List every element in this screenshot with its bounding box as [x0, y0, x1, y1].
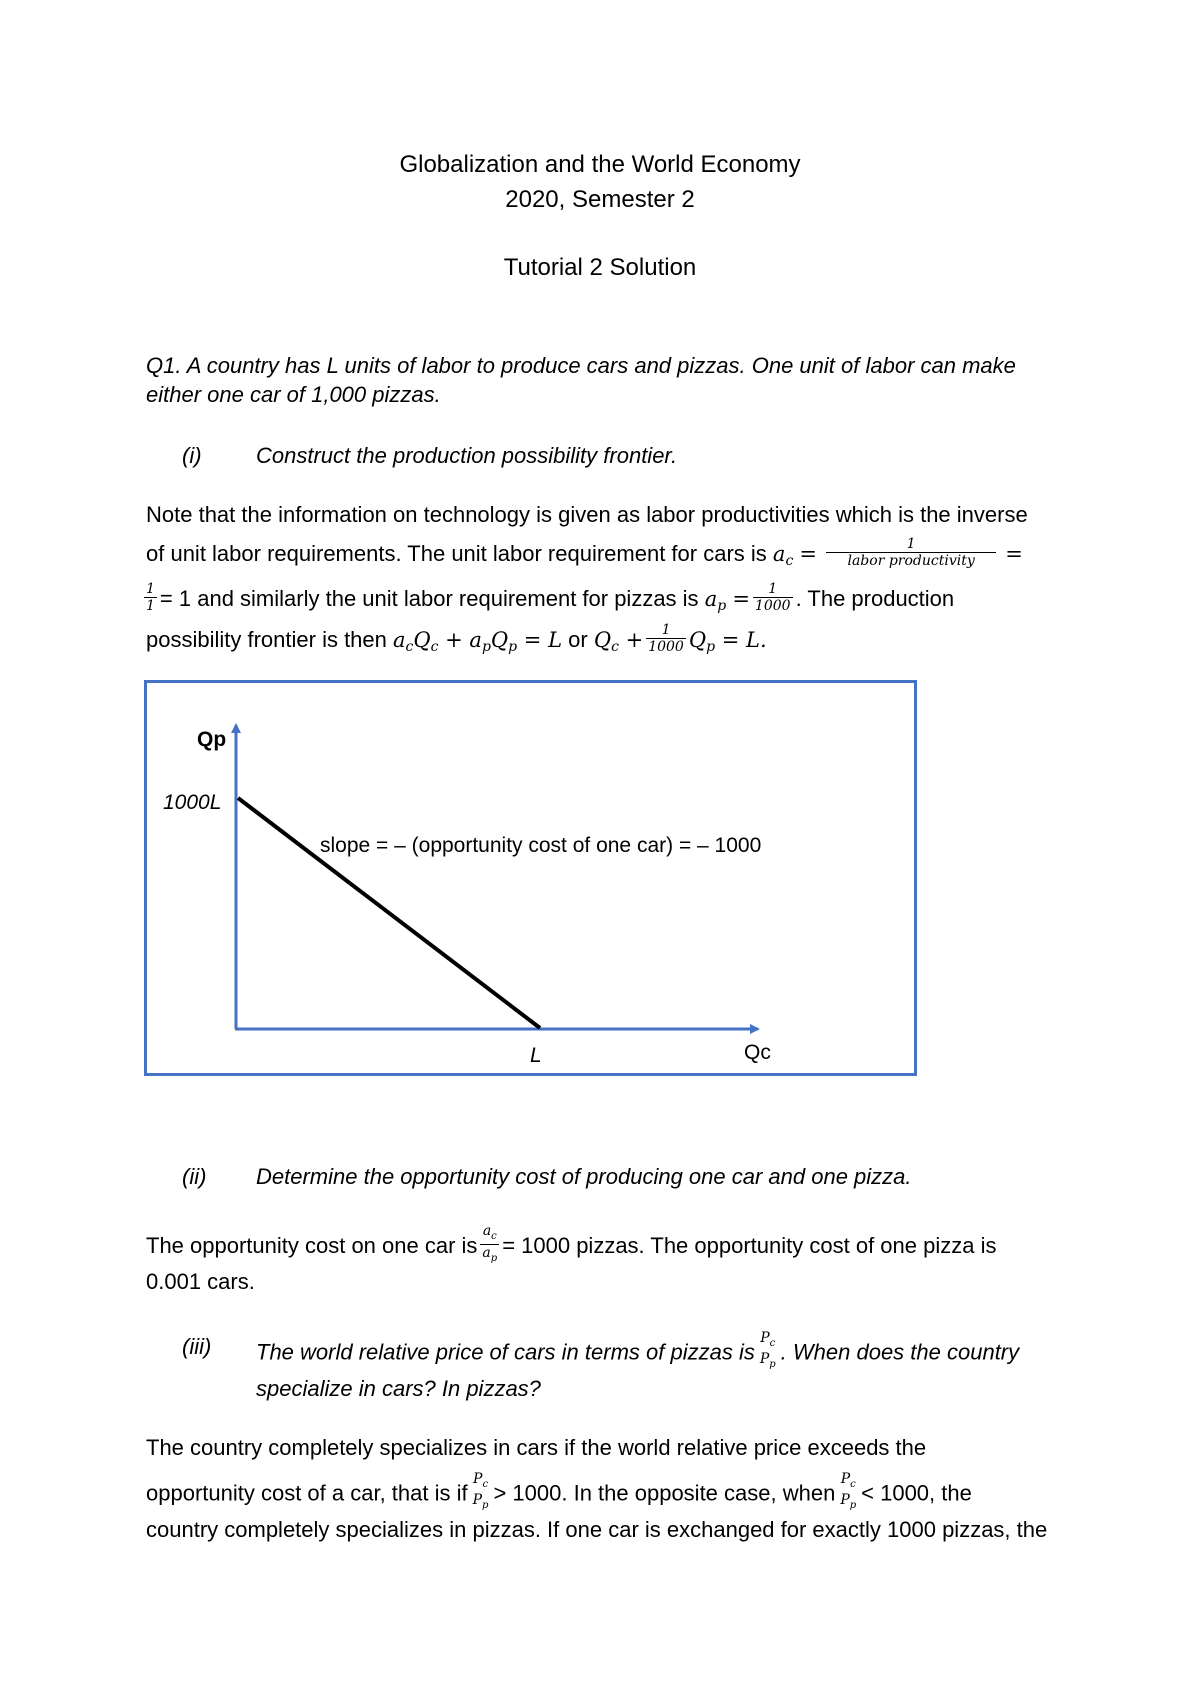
sol-ii-line-1-text: The opportunity cost on one car is [146, 1233, 478, 1259]
part-iii-label: (iii) [182, 1334, 212, 1359]
sol-i-line-3-end: . The production [795, 585, 955, 611]
ppf-equation-1: $a_cQ_c + a_pQ_p = L$ [393, 627, 563, 655]
equals-sign-2: = [1005, 541, 1023, 566]
x-intercept-label: L [530, 1044, 542, 1067]
ap-symbol: $a_p$ [704, 586, 727, 614]
sol-i-line-2 [146, 536, 1023, 571]
ap-fraction: $\frac{1}{1000}$ [754, 581, 791, 614]
tutorial-title: Tutorial 2 Solution [503, 254, 697, 281]
ppf-fraction: $\frac{1}{1000}$ [648, 622, 684, 655]
ac-fraction: $\frac{1}{\text{labor productivity}}$ [826, 537, 996, 569]
or-word: or [568, 626, 588, 652]
ac-symbol: $a_c$ [772, 541, 794, 569]
ppf-chart [147, 683, 914, 1073]
q1-line-2: either one car of 1,000 pizzas. [146, 382, 441, 407]
term-line: 2020, Semester 2 [505, 186, 695, 213]
sol-ii-line-2: 0.001 cars. [146, 1269, 255, 1294]
sol-iii-line-2: opportunity cost of a car, that is if $P_c$ $P_p$ > 1000. In the opposite case, when $P_c$ $P_p$ < 1000, the [146, 1474, 972, 1516]
part-iii-line-1: The world relative price of cars in terms of pizzas is $P_c$ $P_p$ . When does the country [256, 1333, 1019, 1375]
sol-i-line-4: possibility frontier is then $a_cQ_c + a_pQ_p = L$ or $Q_c$ + $\frac{1}{1000}$ $Q_p = L$. [146, 622, 767, 655]
q1-line-1: Q1. A country has L units of labor to produce cars and pizzas. One unit of labor can make [146, 353, 1016, 378]
sol-ii-line-1 [146, 1223, 997, 1269]
slope-label: slope = – (opportunity cost of one car) = – 1000 [320, 834, 762, 857]
x-axis-label: Qc [744, 1041, 771, 1064]
sol-i-line-3-text: = 1 and similarly the unit labor requirement for pizzas is [159, 585, 699, 611]
ac-over-ap-fraction: $\frac{a_c}{a_p}$ [482, 1223, 498, 1264]
part-iii-line-2: specialize in cars? In pizzas? [256, 1376, 541, 1401]
ppf-figure [144, 680, 917, 1076]
sol-i-line-2-text: of unit labor requirements. The unit labor requirement for cars is [146, 540, 767, 566]
part-i-text: Construct the production possibility frontier. [256, 443, 678, 468]
y-intercept-label: 1000L [163, 791, 222, 814]
sol-iii-line-3: country completely specializes in pizzas. If one car is exchanged for exactly 1000 pizzas, the [146, 1517, 1048, 1542]
sol-i-line-4-text: possibility frontier is then [146, 626, 387, 652]
ppf-equation-2: $Q_c$ + [593, 627, 644, 655]
pc-over-pp-fraction-2: $P_c$ $P_p$ [472, 1471, 489, 1511]
pc-over-pp-fraction-3: $P_c$ $P_p$ [840, 1471, 857, 1511]
equals-sign: = [799, 541, 818, 566]
part-ii-label: (ii) [182, 1164, 207, 1189]
one-over-one-fraction: $\frac{1}{1}$ [146, 581, 155, 614]
y-axis-label: Qp [197, 728, 227, 751]
course-title: Globalization and the World Economy [399, 151, 801, 178]
sol-i-line-1: Note that the information on technology is given as labor productivities which is the inverse [146, 502, 1028, 527]
sol-ii-line-1-end: = 1000 pizzas. The opportunity cost of one pizza is [502, 1233, 997, 1259]
part-ii-text: Determine the opportunity cost of producing one car and one pizza. [256, 1164, 912, 1189]
pc-over-pp-fraction: $P_c$ $P_p$ [759, 1330, 776, 1370]
sol-iii-line-1: The country completely specializes in cars if the world relative price exceeds the [146, 1435, 927, 1460]
part-i-label: (i) [182, 443, 202, 468]
sol-i-line-3: $\frac{1}{1}$ = 1 and similarly the unit labor requirement for pizzas is $a_p$ = $\frac{1}{1000}$ . The production [146, 581, 955, 614]
